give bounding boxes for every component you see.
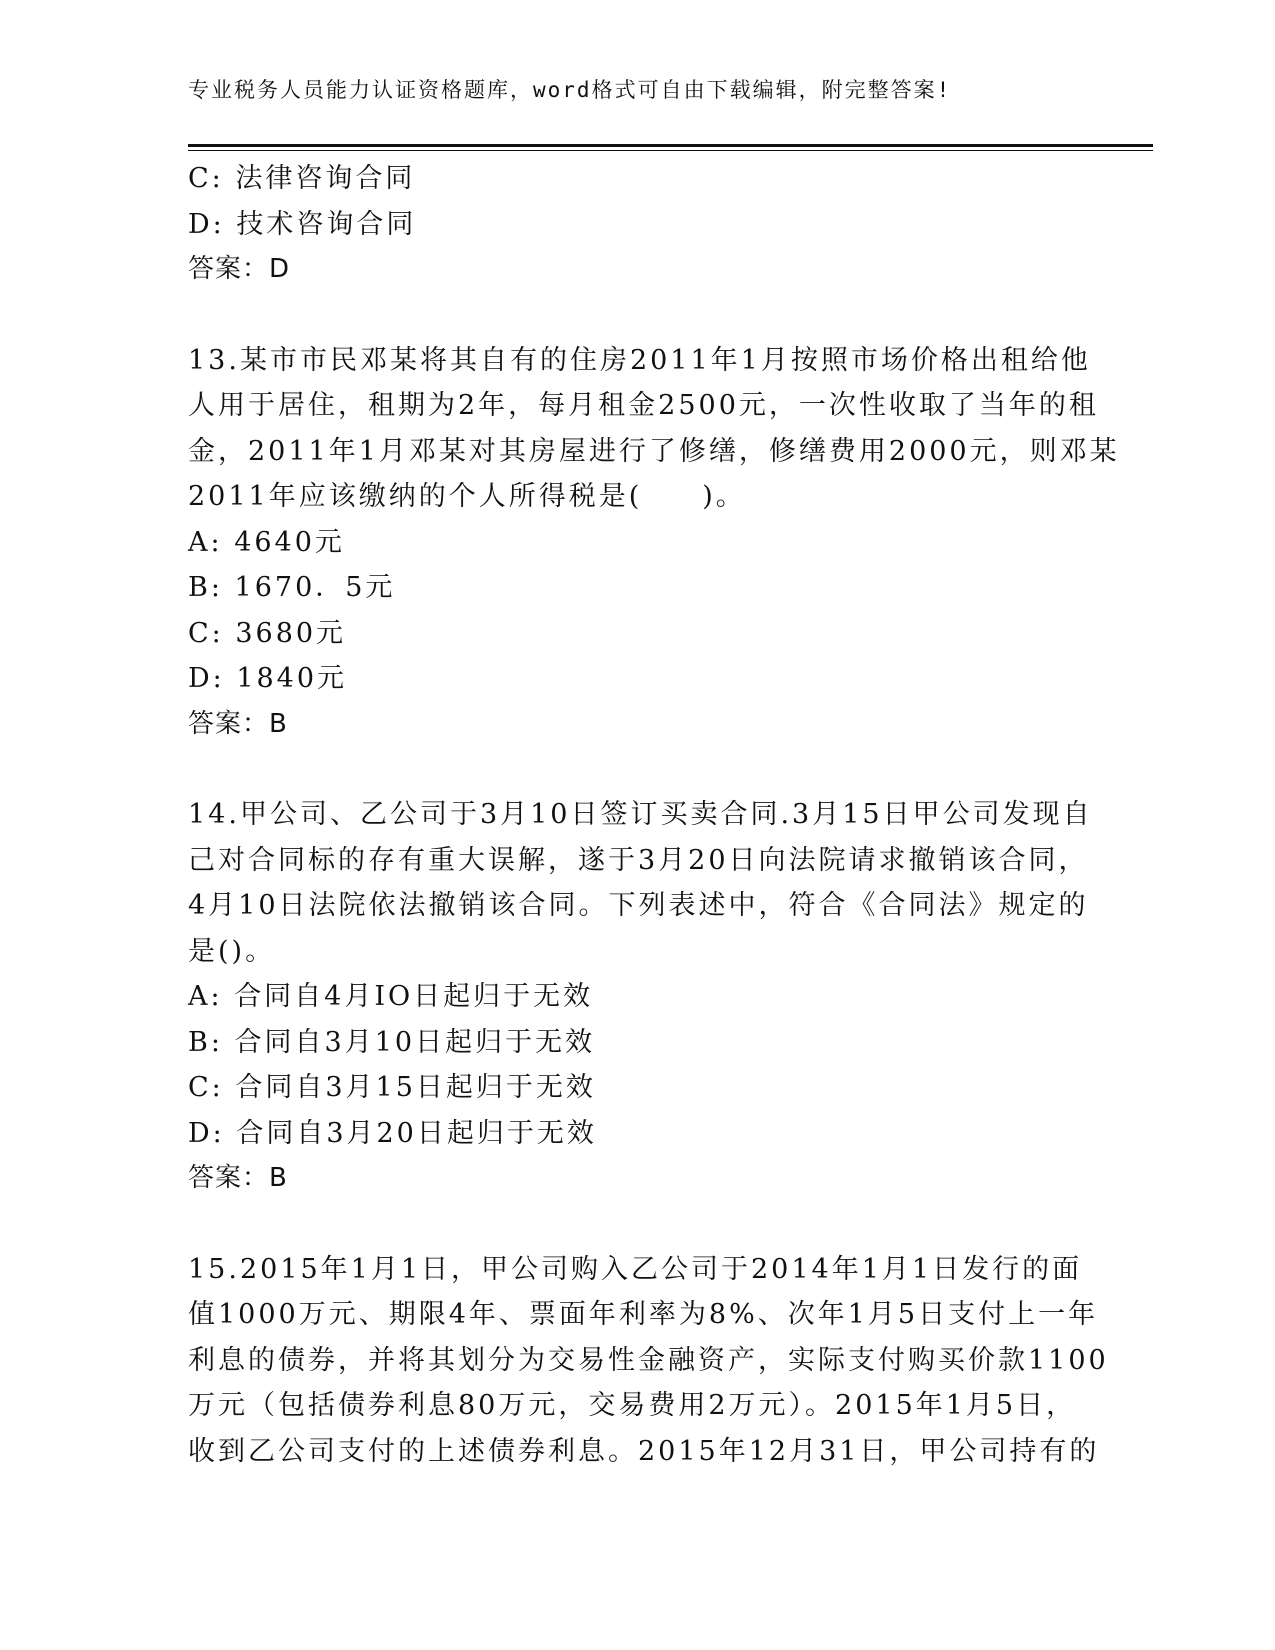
option-letter: A: (188, 981, 235, 1012)
option-item (188, 202, 1088, 248)
answer-line: 答案：D (188, 254, 291, 284)
option-item (188, 1065, 1088, 1111)
option-letter: D: (188, 1117, 237, 1149)
option-item (188, 520, 1088, 566)
option-letter: D: (188, 663, 237, 694)
page-header: 专业税务人员能力认证资格题库，word格式可自由下载编辑，附完整答案! (188, 78, 952, 102)
question-text-line: 值1000万元、期限4年、票面年利率为8%、次年1月5日支付上一年 (188, 1299, 1099, 1330)
option-letter: A: (188, 526, 235, 558)
option-text: 法律咨询合同 (235, 163, 416, 194)
question-text-line: 收到乙公司支付的上述债券利息。2015年12月31日，甲公司持有的 (188, 1435, 1100, 1467)
option-item (188, 611, 1088, 657)
option-letter: B: (188, 572, 235, 603)
question-text-line: 14.甲公司、乙公司于3月10日签订买卖合同.3月15日甲公司发现自 (188, 799, 1093, 830)
option-text: 1840元 (236, 663, 348, 694)
question-text-line: 利息的债券，并将其划分为交易性金融资产，实际支付购买价款1100 (188, 1344, 1109, 1376)
question-text-line: 4月10日法院依法撤销该合同。下列表述中，符合《合同法》规定的 (188, 890, 1089, 921)
option-text: 合同自3月15日起归于无效 (235, 1072, 596, 1103)
option-item (188, 565, 1088, 611)
question-text-line: 15.2015年1月1日，甲公司购入乙公司于2014年1月1日发行的面 (188, 1253, 1083, 1285)
option-text: 合同自3月20日起归于无效 (236, 1117, 597, 1149)
option-letter: C: (188, 163, 236, 194)
option-text: 3680元 (235, 617, 347, 649)
question-text-line: 金，2011年1月邓某对其房屋进行了修缮，修缮费用2000元，则邓某 (188, 435, 1120, 467)
question-13 (188, 338, 1120, 748)
question-text-line: 人用于居住，租期为2年，每月租金2500元，一次性收取了当年的租 (188, 390, 1099, 421)
option-text: 技术咨询合同 (236, 208, 417, 240)
option-item (188, 974, 1088, 1020)
option-item (188, 1111, 1088, 1157)
option-letter: C: (188, 1072, 236, 1103)
option-text: 4640元 (234, 526, 345, 558)
document-body (188, 156, 1120, 1474)
option-letter: D: (188, 208, 237, 240)
option-text: 1670．5元 (234, 572, 396, 603)
question-text-line: 万元（包括债券利息80万元，交易费用2万元）。2015年1月5日， (188, 1390, 1077, 1421)
option-text: 合同自3月10日起归于无效 (234, 1026, 596, 1058)
header-divider-thin (188, 150, 1153, 151)
question-15 (188, 1247, 1109, 1475)
option-letter: B: (188, 1026, 235, 1058)
question-text-line: 己对合同标的存有重大误解，遂于3月20日向法院请求撤销该合同， (188, 844, 1089, 876)
answer-line: 答案：B (188, 708, 288, 739)
question-text-line: 13.某市市民邓某将其自有的住房2011年1月按照市场价格出租给他 (188, 344, 1091, 376)
option-item (188, 656, 1088, 702)
option-item (188, 156, 1088, 202)
option-letter: C: (188, 617, 236, 649)
option-text: 合同自4月IO日起归于无效 (234, 981, 594, 1012)
answer-line: 答案：B (188, 1163, 288, 1193)
prev-question-options (188, 156, 1088, 247)
question-text-line: 2011年应该缴纳的个人所得税是( )。 (188, 481, 746, 512)
question-text-line: 是()。 (188, 935, 276, 967)
header-divider-thick (188, 144, 1153, 147)
question-14 (188, 792, 1093, 1202)
option-item (188, 1020, 1088, 1066)
